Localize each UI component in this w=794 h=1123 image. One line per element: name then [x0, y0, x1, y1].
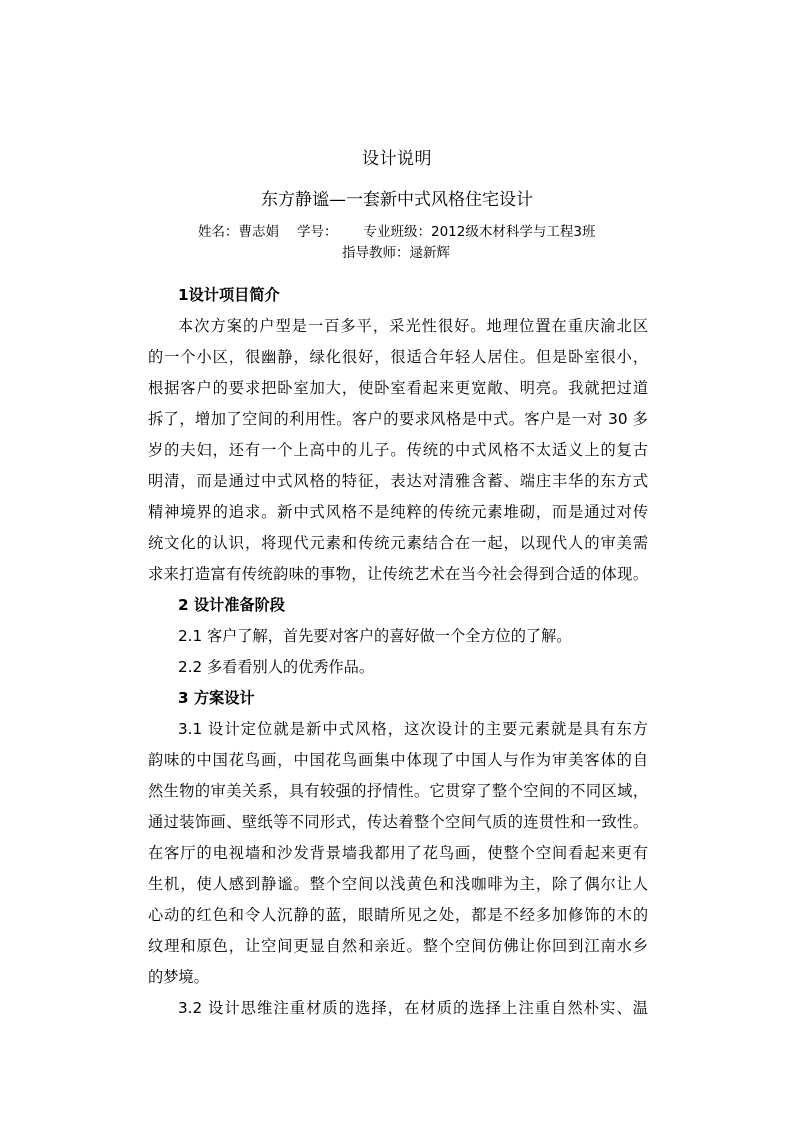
section-heading: 3 方案设计 — [178, 689, 255, 707]
paragraph-line: 3.2 设计思维注重材质的选择，在材质的选择上注重自然朴实、温 — [178, 999, 648, 1017]
student-id: 学号： — [297, 224, 338, 240]
paragraph-line: 根据客户的要求把卧室加大，使卧室看起来更宽敞、明亮。我就把过道 — [148, 379, 648, 397]
paragraph-line: 韵味的中国花鸟画，中国花鸟画集中体现了中国人与作为审美客体的自 — [148, 751, 648, 769]
project-subtitle: 东方静谧—一套新中式风格住宅设计 — [261, 190, 533, 210]
paragraph-line: 的一个小区，很幽静，绿化很好，很适合年轻人居住。但是卧室很小， — [148, 348, 648, 366]
paragraph-line: 然生物的审美关系，具有较强的抒情性。它贯穿了整个空间的不同区域， — [148, 782, 648, 800]
paragraph-line: 的梦境。 — [148, 968, 209, 986]
author-name: 姓名：曹志娟 — [198, 224, 279, 240]
list-item: 2.1 客户了解，首先要对客户的喜好做一个全方位的了解。 — [178, 627, 572, 645]
list-item: 2.2 多看看别人的优秀作品。 — [178, 658, 375, 676]
paragraph-line: 岁的夫妇，还有一个上高中的儿子。传统的中式风格不太适义上的复古 — [148, 441, 648, 459]
paragraph-line: 拆了，增加了空间的利用性。客户的要求风格是中式。客户是一对 30 多 — [148, 410, 648, 428]
paragraph-line: 明清，而是通过中式风格的特征，表达对清雅含蓄、端庄丰华的东方式 — [148, 472, 648, 490]
paragraph-line: 统文化的认识，将现代元素和传统元素结合在一起，以现代人的审美需 — [148, 534, 648, 552]
page-title: 设计说明 — [362, 149, 432, 169]
document-body — [148, 280, 648, 1024]
paragraph-line: 通过装饰画、壁纸等不同形式，传达着整个空间气质的连贯性和一致性。 — [148, 813, 648, 831]
paragraph-line: 求来打造富有传统韵味的事物，让传统艺术在当今社会得到合适的体现。 — [148, 565, 648, 583]
paragraph-line: 本次方案的户型是一百多平，采光性很好。地理位置在重庆渝北区 — [178, 317, 648, 335]
section-heading: 1设计项目简介 — [178, 286, 280, 304]
paragraph-line: 精神境界的追求。新中式风格不是纯粹的传统元素堆砌，而是通过对传 — [148, 503, 648, 521]
advisor-line: 指导教师：逯新辉 — [342, 245, 450, 261]
major-class: 专业班级：2012级木材科学与工程3班 — [363, 224, 596, 240]
paragraph-line: 心动的红色和令人沉静的蓝，眼睛所见之处，都是不经多加修饰的木的 — [148, 906, 648, 924]
paragraph-line: 3.1 设计定位就是新中式风格，这次设计的主要元素就是具有东方 — [178, 720, 648, 738]
paragraph-line: 纹理和原色，让空间更显自然和亲近。整个空间仿佛让你回到江南水乡 — [148, 937, 648, 955]
section-heading: 2 设计准备阶段 — [178, 596, 285, 614]
paragraph-line: 生机，使人感到静谧。整个空间以浅黄色和浅咖啡为主，除了偶尔让人 — [148, 875, 648, 893]
author-info-line — [198, 223, 595, 241]
paragraph-line: 在客厅的电视墙和沙发背景墙我都用了花鸟画，使整个空间看起来更有 — [148, 844, 648, 862]
